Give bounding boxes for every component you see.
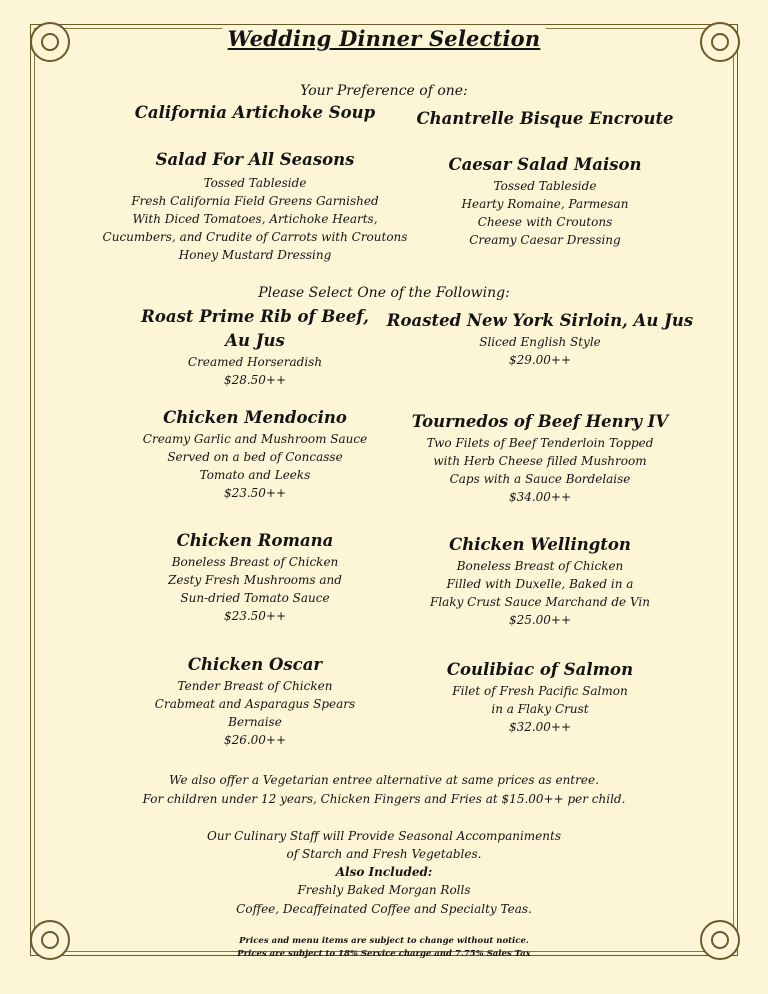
entree-price: $34.00++ — [508, 490, 572, 504]
entree-price: $32.00++ — [508, 720, 572, 734]
soup-right: Chantrelle Bisque Encroute — [416, 109, 674, 128]
salad-left-line: Tossed Tableside — [203, 176, 307, 190]
entree-line: Tomato and Leeks — [199, 468, 311, 482]
entree-line: Sun-dried Tomato Sauce — [180, 591, 330, 605]
entree-line: Served on a bed of Concasse — [167, 450, 343, 464]
entree-line: with Herb Cheese filled Mushroom — [433, 454, 647, 468]
culinary-note: Our Culinary Staff will Provide Seasonal Accompaniments — [207, 829, 561, 843]
salad-left-line: Fresh California Field Greens Garnished — [131, 194, 379, 208]
salad-left-line: With Diced Tomatoes, Artichoke Hearts, — [132, 212, 378, 226]
rolls-note: Freshly Baked Morgan Rolls — [297, 883, 471, 897]
children-note: For children under 12 years, Chicken Fingers and Fries at $15.00++ per child. — [142, 792, 626, 806]
soup-intro: Your Preference of one: — [300, 83, 468, 99]
coffee-note: Coffee, Decaffeinated Coffee and Specialty Teas. — [236, 902, 532, 916]
salad-right-line: Cheese with Croutons — [477, 215, 613, 229]
entree-line: Caps with a Sauce Bordelaise — [449, 472, 631, 486]
entree-line: Tender Breast of Chicken — [177, 679, 333, 693]
menu-title: Wedding Dinner Selection — [0, 26, 768, 51]
entree-name: Chicken Romana — [176, 531, 334, 550]
entree-line: Sliced English Style — [479, 335, 601, 349]
entree-name: Chicken Wellington — [449, 535, 631, 554]
entree-line: Zesty Fresh Mushrooms and — [168, 573, 342, 587]
entree-price: $23.50++ — [223, 486, 287, 500]
entree-price: $25.00++ — [508, 613, 572, 627]
salad-right-line: Creamy Caesar Dressing — [469, 233, 621, 247]
entree-price: $28.50++ — [223, 373, 287, 387]
entree-line: Boneless Breast of Chicken — [171, 555, 339, 569]
footer-disclaimer: Prices and menu items are subject to change without notice. — [239, 936, 529, 946]
entree-line: Bernaise — [228, 715, 282, 729]
entree-price: $23.50++ — [223, 609, 287, 623]
footer-tax: Prices are subject to 18% Service charge and 7.75% Sales Tax — [237, 949, 531, 959]
entree-name: Roast Prime Rib of Beef, — [141, 307, 369, 326]
entree-name: Au Jus — [225, 331, 285, 350]
vegetarian-note: We also offer a Vegetarian entree alternative at same prices as entree. — [169, 773, 599, 787]
entree-name: Tournedos of Beef Henry IV — [411, 412, 669, 431]
entree-price: $26.00++ — [223, 733, 287, 747]
entree-line: Creamy Garlic and Mushroom Sauce — [142, 432, 368, 446]
entree-line: Creamed Horseradish — [187, 355, 323, 369]
salad-right-line: Hearty Romaine, Parmesan — [461, 197, 629, 211]
entree-line: Filet of Fresh Pacific Salmon — [452, 684, 628, 698]
salad-left-name: Salad For All Seasons — [155, 150, 355, 169]
salad-left-line: Cucumbers, and Crudite of Carrots with Croutons — [102, 230, 408, 244]
culinary-note: of Starch and Fresh Vegetables. — [286, 847, 482, 861]
also-included-heading: Also Included: — [335, 865, 433, 879]
entree-line: Filled with Duxelle, Baked in a — [446, 577, 634, 591]
salad-right-name: Caesar Salad Maison — [448, 155, 642, 174]
entree-price: $29.00++ — [508, 353, 572, 367]
entree-line: Boneless Breast of Chicken — [456, 559, 624, 573]
entree-line: Two Filets of Beef Tenderloin Topped — [426, 436, 654, 450]
entree-name: Chicken Mendocino — [163, 408, 347, 427]
entree-name: Chicken Oscar — [187, 655, 323, 674]
salad-right-line: Tossed Tableside — [493, 179, 597, 193]
salad-left-line: Honey Mustard Dressing — [178, 248, 332, 262]
entree-name: Roasted New York Sirloin, Au Jus — [386, 311, 694, 330]
entree-line: in a Flaky Crust — [491, 702, 589, 716]
entree-line: Flaky Crust Sauce Marchand de Vin — [430, 595, 650, 609]
entree-line: Crabmeat and Asparagus Spears — [154, 697, 356, 711]
entree-name: Coulibiac of Salmon — [446, 660, 634, 679]
soup-left: California Artichoke Soup — [134, 103, 376, 122]
entrees-intro: Please Select One of the Following: — [258, 285, 510, 301]
